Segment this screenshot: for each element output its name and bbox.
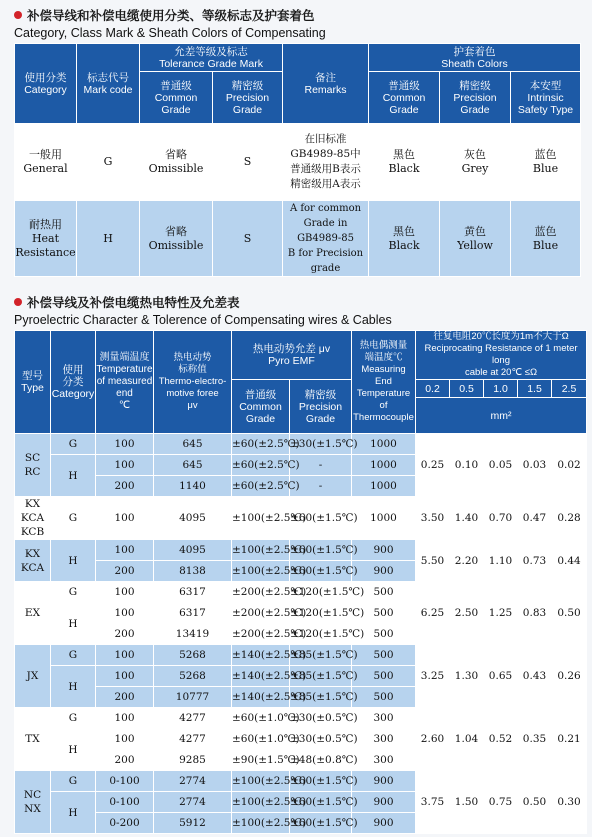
cell-resistance: 3.25 <box>416 645 450 708</box>
cell-resistance: 1.30 <box>450 645 484 708</box>
cell-tc-temp: 500 <box>352 645 416 666</box>
cell-common-tol: ±100(±2.5℃) <box>232 497 290 540</box>
cell-common-tol: ±90(±1.5℃) <box>232 750 290 771</box>
cell-common-tol: ±60(±2.5℃) <box>232 434 290 455</box>
cell-type: KX KCA <box>15 540 51 582</box>
cell-temp: 100 <box>96 708 154 729</box>
cell-common-tol: ±100(±2.5℃) <box>232 771 290 792</box>
cell-emf: 6317 <box>154 582 232 603</box>
cell-resistance: 0.43 <box>518 645 552 708</box>
section-1-title-zh: 补偿导线和补偿电缆使用分类、等级标志及护套着色 <box>27 8 315 23</box>
th-tc-temp: 热电偶测量 端温度℃ Measuring End Temperature of Thermocouple <box>352 331 416 434</box>
cell-resistance: 0.47 <box>518 497 552 540</box>
cell-resistance: 0.75 <box>484 771 518 834</box>
th-size: 0.5 <box>450 380 484 398</box>
cell-precision-tol: ±85(±1.5℃) <box>290 687 352 708</box>
cell-tc-temp: 300 <box>352 750 416 771</box>
cell-category: 耐热用 Heat Resistance <box>15 201 77 277</box>
cell-precision-tol: ±60(±1.5℃) <box>290 813 352 834</box>
cell-resistance: 1.04 <box>450 708 484 771</box>
cell-category: G <box>51 645 96 666</box>
th-size: 1.0 <box>484 380 518 398</box>
cell-emf: 645 <box>154 434 232 455</box>
cell-tc-temp: 1000 <box>352 455 416 476</box>
cell-temp: 100 <box>96 582 154 603</box>
pyroelectric-table <box>14 330 587 834</box>
cell-emf: 4095 <box>154 540 232 561</box>
cell-category: G <box>51 434 96 455</box>
cell-emf: 6317 <box>154 603 232 624</box>
cell-tc-temp: 900 <box>352 540 416 561</box>
th-size: 0.2 <box>416 380 450 398</box>
cell-emf: 10777 <box>154 687 232 708</box>
th-sheath-common: 普通级 Common Grade <box>369 72 440 124</box>
cell-common-tol: ±60(±1.0℃) <box>232 708 290 729</box>
cell-precision-tol: ±85(±1.5℃) <box>290 645 352 666</box>
cell-temp: 0-100 <box>96 771 154 792</box>
cell-precision-tol: ±30(±1.5℃) <box>290 434 352 455</box>
cell-precision-tol: - <box>290 476 352 497</box>
cell-resistance: 0.30 <box>552 771 587 834</box>
cell-tc-temp: 300 <box>352 729 416 750</box>
cell-emf: 2774 <box>154 792 232 813</box>
cell-type: JX <box>15 645 51 708</box>
cell-resistance: 0.10 <box>450 434 484 497</box>
table-row <box>15 771 587 792</box>
cell-resistance: 3.50 <box>416 497 450 540</box>
cell-temp: 0-200 <box>96 813 154 834</box>
cell-resistance: 2.60 <box>416 708 450 771</box>
th-tolerance: 允差等级及标志 Tolerance Grade Mark <box>140 44 283 72</box>
table-row <box>15 582 587 603</box>
cell-color-intrinsic: 蓝色 Blue <box>511 201 581 277</box>
cell-mark: H <box>77 201 140 277</box>
cell-resistance: 0.50 <box>552 582 587 645</box>
cell-resistance: 1.40 <box>450 497 484 540</box>
cell-resistance: 0.28 <box>552 497 587 540</box>
cell-common-tol: ±100(±2.5℃) <box>232 561 290 582</box>
cell-common-tol: ±60(±2.5℃) <box>232 455 290 476</box>
th-temp: 测量端温度 Temperature of measured end ℃ <box>96 331 154 434</box>
cell-color-precision: 灰色 Grey <box>440 124 511 201</box>
cell-resistance: 0.83 <box>518 582 552 645</box>
cell-resistance: 6.25 <box>416 582 450 645</box>
cell-resistance: 1.10 <box>484 540 518 582</box>
cell-temp: 200 <box>96 476 154 497</box>
cell-tc-temp: 1000 <box>352 476 416 497</box>
table-row <box>15 540 587 561</box>
bullet-icon <box>14 11 22 19</box>
cell-category: H <box>51 603 96 645</box>
cell-common-tol: ±140(±2.5℃) <box>232 666 290 687</box>
cell-resistance: 3.75 <box>416 771 450 834</box>
cell-common-tol: ±140(±2.5℃) <box>232 645 290 666</box>
cell-resistance: 0.52 <box>484 708 518 771</box>
cell-tc-temp: 1000 <box>352 497 416 540</box>
cell-common-tol: ±200(±2.5℃) <box>232 582 290 603</box>
section-1-title <box>14 6 326 40</box>
cell-resistance: 0.05 <box>484 434 518 497</box>
cell-tc-temp: 900 <box>352 561 416 582</box>
cell-tc-temp: 500 <box>352 687 416 708</box>
cell-common-tol: ±60(±2.5℃) <box>232 476 290 497</box>
cell-common-tol: ±100(±2.5℃) <box>232 792 290 813</box>
cell-temp: 200 <box>96 624 154 645</box>
cell-temp: 0-100 <box>96 792 154 813</box>
section-2-title <box>14 293 392 327</box>
cell-emf: 9285 <box>154 750 232 771</box>
cell-precision-tol: ±85(±1.5℃) <box>290 666 352 687</box>
cell-emf: 13419 <box>154 624 232 645</box>
cell-precision-tol: ±120(±1.5℃) <box>290 582 352 603</box>
cell-emf: 4095 <box>154 497 232 540</box>
th-resistance: 往复电阻20℃长度为1m不大于Ω Reciprocating Resistance of 1 meter long cable at 20℃ ≤Ω <box>416 331 587 380</box>
cell-temp: 100 <box>96 603 154 624</box>
cell-resistance: 0.65 <box>484 645 518 708</box>
cell-common-tol: ±60(±1.0℃) <box>232 729 290 750</box>
cell-remarks: 在旧标准 GB4989-85中 普通级用B表示 精密级用A表示 <box>283 124 369 201</box>
cell-temp: 100 <box>96 540 154 561</box>
cell-common-tol: ±100(±2.5℃) <box>232 540 290 561</box>
table-row <box>15 645 587 666</box>
th-sheath: 护套着色 Sheath Colors <box>369 44 581 72</box>
cell-temp: 200 <box>96 750 154 771</box>
cell-temp: 100 <box>96 455 154 476</box>
cell-resistance: 0.70 <box>484 497 518 540</box>
cell-emf: 1140 <box>154 476 232 497</box>
cell-category: H <box>51 540 96 582</box>
cell-temp: 200 <box>96 687 154 708</box>
th-size: 1.5 <box>518 380 552 398</box>
cell-common: 省略 Omissible <box>140 201 213 277</box>
category-table <box>14 43 581 277</box>
cell-precision-tol: ±60(±1.5℃) <box>290 771 352 792</box>
th-tol: 热电动势允差 μv Pyro EMF <box>232 331 352 380</box>
cell-emf: 5268 <box>154 645 232 666</box>
cell-tc-temp: 500 <box>352 624 416 645</box>
cell-common-tol: ±200(±2.5℃) <box>232 603 290 624</box>
th-size: 2.5 <box>552 380 587 398</box>
cell-resistance: 0.02 <box>552 434 587 497</box>
cell-tc-temp: 500 <box>352 666 416 687</box>
cell-category: G <box>51 497 96 540</box>
cell-mark: G <box>77 124 140 201</box>
cell-precision-tol: ±60(±1.5℃) <box>290 497 352 540</box>
cell-resistance: 1.50 <box>450 771 484 834</box>
cell-type: EX <box>15 582 51 645</box>
cell-emf: 645 <box>154 455 232 476</box>
bullet-icon <box>14 298 22 306</box>
cell-precision-tol: ±60(±1.5℃) <box>290 792 352 813</box>
cell-resistance: 1.25 <box>484 582 518 645</box>
cell-resistance: 0.26 <box>552 645 587 708</box>
cell-resistance: 0.21 <box>552 708 587 771</box>
th-emf: 热电动势 标称值 Thermo-electro- motive foree μv <box>154 331 232 434</box>
th-type: 型号 Type <box>15 331 51 434</box>
table-row <box>15 708 587 729</box>
cell-tc-temp: 900 <box>352 813 416 834</box>
cell-precision: S <box>213 201 283 277</box>
table-row <box>15 497 587 540</box>
th-sheath-intrinsic: 本安型 Intrinsic Safety Type <box>511 72 581 124</box>
cell-resistance: 0.25 <box>416 434 450 497</box>
cell-resistance: 0.44 <box>552 540 587 582</box>
cell-color-precision: 黄色 Yellow <box>440 201 511 277</box>
cell-temp: 100 <box>96 729 154 750</box>
cell-category: 一般用 General <box>15 124 77 201</box>
cell-temp: 100 <box>96 666 154 687</box>
cell-type: SC RC <box>15 434 51 497</box>
th-sheath-precision: 精密级 Precision Grade <box>440 72 511 124</box>
cell-category: G <box>51 708 96 729</box>
cell-precision-tol: ±60(±1.5℃) <box>290 561 352 582</box>
cell-tc-temp: 300 <box>352 708 416 729</box>
cell-remarks: A for common Grade in GB4989-85 B for Precision grade <box>283 201 369 277</box>
cell-emf: 4277 <box>154 729 232 750</box>
cell-emf: 5268 <box>154 666 232 687</box>
cell-emf: 8138 <box>154 561 232 582</box>
cell-temp: 200 <box>96 561 154 582</box>
cell-resistance: 0.35 <box>518 708 552 771</box>
th-category: 使用 分类 Category <box>51 331 96 434</box>
cell-temp: 100 <box>96 434 154 455</box>
section-1-title-en: Category, Class Mark & Sheath Colors of Compensating <box>14 26 326 40</box>
cell-type: TX <box>15 708 51 771</box>
cell-tc-temp: 900 <box>352 792 416 813</box>
cell-type: NC NX <box>15 771 51 834</box>
th-precision: 精密级 Precision Grade <box>213 72 283 124</box>
cell-precision: S <box>213 124 283 201</box>
cell-precision-tol: ±30(±0.5℃) <box>290 708 352 729</box>
cell-common: 省略 Omissible <box>140 124 213 201</box>
cell-category: H <box>51 455 96 497</box>
cell-category: H <box>51 666 96 708</box>
cell-resistance: 0.73 <box>518 540 552 582</box>
th-remarks: 备注 Remarks <box>283 44 369 124</box>
cell-precision-tol: ±120(±1.5℃) <box>290 624 352 645</box>
cell-category: H <box>51 729 96 771</box>
section-2-title-en: Pyroelectric Character & Tolerence of Compensating wires & Cables <box>14 313 392 327</box>
th-unit: mm² <box>416 398 587 434</box>
cell-resistance: 0.50 <box>518 771 552 834</box>
cell-temp: 100 <box>96 645 154 666</box>
cell-emf: 4277 <box>154 708 232 729</box>
cell-category: H <box>51 792 96 834</box>
th-category: 使用分类 Category <box>15 44 77 124</box>
cell-resistance: 2.20 <box>450 540 484 582</box>
table-row <box>15 201 581 277</box>
cell-resistance: 2.50 <box>450 582 484 645</box>
cell-color-common: 黑色 Black <box>369 124 440 201</box>
table-row <box>15 434 587 455</box>
cell-category: G <box>51 582 96 603</box>
cell-common-tol: ±200(±2.5℃) <box>232 624 290 645</box>
cell-emf: 2774 <box>154 771 232 792</box>
cell-color-intrinsic: 蓝色 Blue <box>511 124 581 201</box>
th-common: 普通级 Common Grade <box>232 380 290 434</box>
cell-temp: 100 <box>96 497 154 540</box>
th-common: 普通级 Common Grade <box>140 72 213 124</box>
cell-common-tol: ±140(±2.5℃) <box>232 687 290 708</box>
cell-precision-tol: ±48(±0.8℃) <box>290 750 352 771</box>
cell-common-tol: ±100(±2.5℃) <box>232 813 290 834</box>
table-row <box>15 124 581 201</box>
cell-precision-tol: ±120(±1.5℃) <box>290 603 352 624</box>
cell-precision-tol: - <box>290 455 352 476</box>
cell-tc-temp: 500 <box>352 582 416 603</box>
cell-color-common: 黑色 Black <box>369 201 440 277</box>
th-precision: 精密级 Precision Grade <box>290 380 352 434</box>
cell-precision-tol: ±60(±1.5℃) <box>290 540 352 561</box>
cell-type: KX KCA KCB <box>15 497 51 540</box>
th-mark-code: 标志代号 Mark code <box>77 44 140 124</box>
cell-precision-tol: ±30(±0.5℃) <box>290 729 352 750</box>
cell-tc-temp: 1000 <box>352 434 416 455</box>
cell-category: G <box>51 771 96 792</box>
cell-resistance: 0.03 <box>518 434 552 497</box>
cell-emf: 5912 <box>154 813 232 834</box>
cell-tc-temp: 900 <box>352 771 416 792</box>
cell-resistance: 5.50 <box>416 540 450 582</box>
section-2-title-zh: 补偿导线及补偿电缆热电特性及允差表 <box>27 295 240 310</box>
cell-tc-temp: 500 <box>352 603 416 624</box>
